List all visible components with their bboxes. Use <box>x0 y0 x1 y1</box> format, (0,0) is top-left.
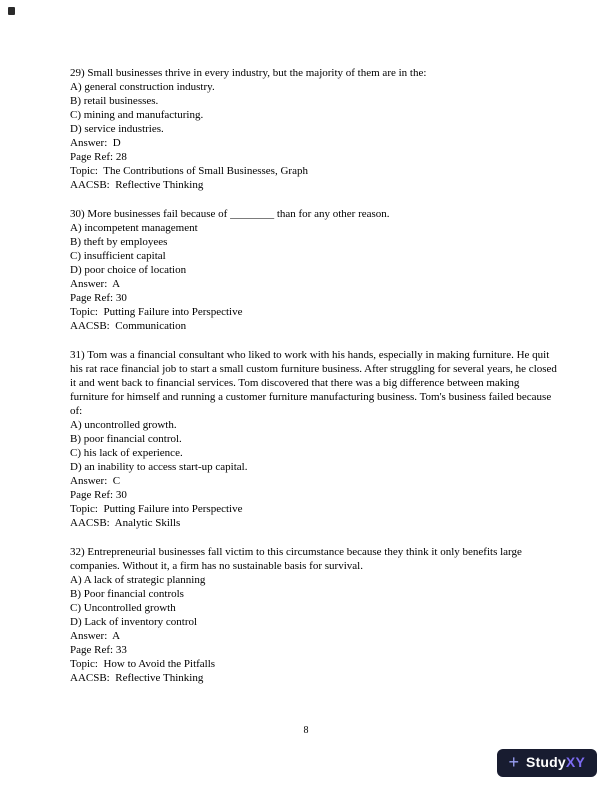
answer-choice: B) Poor financial controls <box>70 588 184 600</box>
answer-choice: D) Lack of inventory control <box>70 616 198 628</box>
question-block <box>70 545 557 685</box>
question-block <box>70 207 557 333</box>
answer-choice: A) incompetent management <box>70 222 198 234</box>
answer-line: Answer: D <box>70 137 121 149</box>
topic-line: Topic: How to Avoid the Pitfalls <box>70 658 216 670</box>
answer-choice: C) Uncontrolled growth <box>70 602 176 614</box>
question-stem: 31) Tom was a financial consultant who liked to work with his hands, especially in making furniture. He quit his rat race financial job to start a small custom furniture business. After struggling for several years, he closed it and went back to financial services. Tom discovered that there was a big difference between making furniture for himself and running a customer furniture manufacturing business. Tom's business failed because of: <box>70 349 560 417</box>
answer-choice: B) theft by employees <box>70 236 168 248</box>
answer-choice: A) uncontrolled growth. <box>70 419 177 431</box>
page-ref-line: Page Ref: 30 <box>70 292 127 304</box>
question-block <box>70 348 560 530</box>
page-number: 8 <box>303 725 309 736</box>
question-stem: 29) Small businesses thrive in every industry, but the majority of them are in the: <box>70 67 427 79</box>
question-stem: 32) Entrepreneurial businesses fall victim to this circumstance because they think it only benefits large companies. Without it, a firm has no sustainable basis for survival. <box>70 546 525 572</box>
answer-choice: D) poor choice of location <box>70 264 187 276</box>
answer-choice: A) A lack of strategic planning <box>70 574 206 586</box>
studyxy-logo <box>497 749 597 777</box>
logo-text-study: Study <box>526 754 566 770</box>
answer-line: Answer: C <box>70 475 121 487</box>
logo-text <box>526 755 585 771</box>
aacsb-line: AACSB: Reflective Thinking <box>70 179 204 191</box>
answer-choice: C) insufficient capital <box>70 250 166 262</box>
answer-choice: A) general construction industry. <box>70 81 215 93</box>
questions-list <box>70 66 560 700</box>
plus-icon: + <box>508 752 520 772</box>
topic-line: Topic: The Contributions of Small Businesses, Graph <box>70 165 308 177</box>
aacsb-line: AACSB: Reflective Thinking <box>70 672 204 684</box>
answer-choice: B) retail businesses. <box>70 95 159 107</box>
answer-choice: C) his lack of experience. <box>70 447 183 459</box>
answer-choice: D) an inability to access start-up capital. <box>70 461 248 473</box>
page-ref-line: Page Ref: 28 <box>70 151 127 163</box>
aacsb-line: AACSB: Analytic Skills <box>70 517 181 529</box>
aacsb-line: AACSB: Communication <box>70 320 187 332</box>
logo-text-xy: XY <box>565 754 585 770</box>
answer-choice: B) poor financial control. <box>70 433 182 445</box>
page-ref-line: Page Ref: 30 <box>70 489 127 501</box>
topic-line: Topic: Putting Failure into Perspective <box>70 306 243 318</box>
scan-artifact <box>8 7 15 15</box>
question-stem: 30) More businesses fail because of ________ than for any other reason. <box>70 208 390 220</box>
topic-line: Topic: Putting Failure into Perspective <box>70 503 243 515</box>
answer-choice: D) service industries. <box>70 123 164 135</box>
question-block <box>70 66 557 192</box>
answer-line: Answer: A <box>70 630 121 642</box>
answer-choice: C) mining and manufacturing. <box>70 109 204 121</box>
answer-line: Answer: A <box>70 278 121 290</box>
page-ref-line: Page Ref: 33 <box>70 644 127 656</box>
